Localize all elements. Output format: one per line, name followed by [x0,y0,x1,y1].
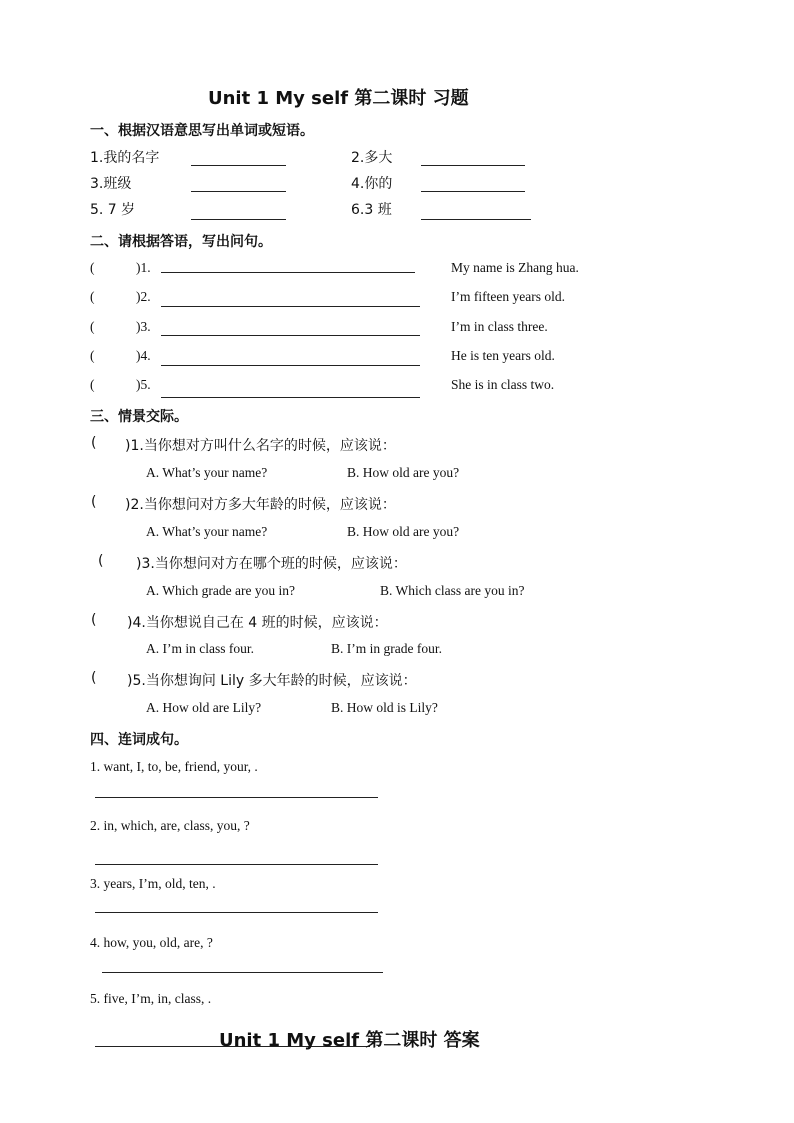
answer-blank[interactable] [191,165,286,166]
option-b: B. Which class are you in? [380,583,525,598]
answer-blank[interactable] [421,219,531,220]
paren-open: ( [91,612,97,628]
answer-sentence: He is ten years old. [451,348,555,363]
paren-open: ( [90,319,95,334]
answer-blank[interactable] [421,165,525,166]
answer-sentence: I’m in class three. [451,319,548,334]
section2-heading: 二、请根据答语，写出问句。 [90,234,272,250]
vocab-item: 4.你的 [351,176,393,192]
answer-line[interactable] [161,335,420,336]
answer-blank[interactable] [191,191,286,192]
situation-question: )2.当你想问对方多大年龄的时候，应该说： [125,497,396,513]
answer-line[interactable] [161,365,420,366]
answer-line[interactable] [161,397,420,398]
option-a: A. What’s your name? [146,465,268,480]
option-b: B. How old is Lily? [331,700,438,715]
word-list: 4. how, you, old, are, ? [90,935,213,950]
vocab-item: 5. 7 岁 [90,202,136,218]
word-list: 1. want, I, to, be, friend, your, . [90,759,258,774]
word-list: 2. in, which, are, class, you, ? [90,818,250,833]
question-number: )4. [136,348,151,363]
page-title: Unit 1 My self 第二课时 习题 [208,88,469,109]
question-number: )2. [136,289,151,304]
paren-open: ( [90,289,95,304]
option-a: A. I’m in class four. [146,641,254,656]
word-list: 5. five, I’m, in, class, . [90,991,212,1006]
option-b: B. How old are you? [347,465,460,480]
paren-open: ( [90,348,95,363]
answer-sentence: My name is Zhang hua. [451,260,579,275]
paren-open: ( [90,377,95,392]
option-a: A. What’s your name? [146,524,268,539]
word-list: 3. years, I’m, old, ten, . [90,876,216,891]
sentence-line[interactable] [95,864,378,865]
sentence-line[interactable] [95,797,378,798]
situation-question: )1.当你想对方叫什么名字的时候，应该说： [125,438,396,454]
situation-question: )5.当你想询问 Lily 多大年龄的时候，应该说： [127,673,417,689]
paren-open: ( [91,670,97,686]
situation-question: )4.当你想说自己在 4 班的时候，应该说： [127,615,388,631]
question-number: )5. [136,377,151,392]
answer-line[interactable] [161,272,415,273]
question-number: )1. [136,260,151,275]
paren-open: ( [98,553,104,569]
vocab-item: 1.我的名字 [90,150,160,166]
answer-sentence: I’m fifteen years old. [451,289,565,304]
question-number: )3. [136,319,151,334]
answer-blank[interactable] [191,219,286,220]
option-b: B. I’m in grade four. [331,641,442,656]
paren-open: ( [91,494,97,510]
answer-blank[interactable] [421,191,525,192]
section1-heading: 一、根据汉语意思写出单词或短语。 [90,123,314,139]
sentence-line[interactable] [102,972,383,973]
sentence-line[interactable] [95,912,378,913]
section4-heading: 四、连词成句。 [90,732,188,748]
option-a: A. How old are Lily? [146,700,262,715]
option-b: B. How old are you? [347,524,460,539]
situation-question: )3.当你想问对方在哪个班的时候，应该说： [136,556,407,572]
paren-open: ( [90,260,95,275]
vocab-item: 2.多大 [351,150,393,166]
answer-title: Unit 1 My self 第二课时 答案 [219,1030,480,1051]
answer-line[interactable] [161,306,420,307]
option-a: A. Which grade are you in? [146,583,295,598]
vocab-item: 6.3 班 [351,202,392,218]
vocab-item: 3.班级 [90,176,132,192]
section3-heading: 三、情景交际。 [90,409,188,425]
answer-sentence: She is in class two. [451,377,555,392]
paren-open: ( [91,435,97,451]
